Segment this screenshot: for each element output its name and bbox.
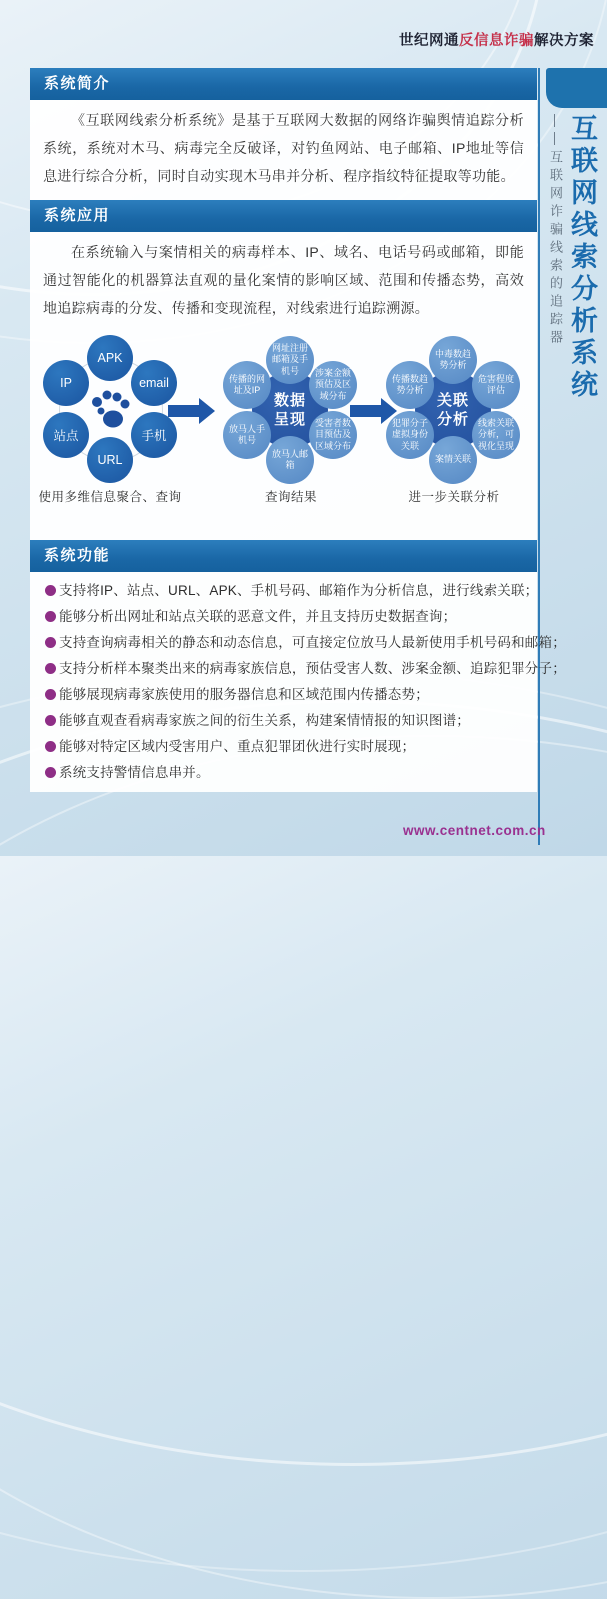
bullet-text: 系统支持警情信息串并。 xyxy=(59,765,210,780)
data-cluster-caption: 查询结果 xyxy=(264,490,317,504)
analysis-node: 危害程度评估 xyxy=(472,361,520,409)
bullet-dot-icon xyxy=(45,611,56,622)
bullet-dot-icon xyxy=(45,663,56,674)
list-item xyxy=(45,682,530,708)
data-presentation-center: 数据呈现 xyxy=(252,372,328,448)
cluster-dots-icon xyxy=(87,388,133,430)
sidebar-vertical-subtitle: ——互联网诈骗线索的追踪器 xyxy=(548,114,563,348)
analysis-node: 传播数趋势分析 xyxy=(386,361,434,409)
section-application-header: 系统应用 xyxy=(30,200,537,232)
list-item xyxy=(45,708,530,734)
footer-website-link[interactable]: www.centnet.com.cn xyxy=(403,823,546,838)
input-cluster xyxy=(35,335,185,485)
list-item xyxy=(45,630,566,656)
analysis-cluster-caption: 进一步关联分析 xyxy=(408,490,500,504)
background-swoosh xyxy=(0,735,607,1599)
input-cluster-caption: 使用多维信息聚合、查询 xyxy=(38,490,182,504)
bullet-text: 能够直观查看病毒家族之间的衍生关系，构建案情情报的知识图谱； xyxy=(59,713,470,728)
vertical-divider xyxy=(538,68,540,845)
bullet-dot-icon xyxy=(45,689,56,700)
node-url: URL xyxy=(87,437,133,483)
list-item xyxy=(45,604,530,630)
header-suffix: 解决方案 xyxy=(534,33,594,49)
section-functions-header: 系统功能 xyxy=(30,540,537,572)
page-header xyxy=(399,29,594,50)
analysis-node: 中毒数趋势分析 xyxy=(429,336,477,384)
association-analysis-cluster xyxy=(390,336,518,486)
bullet-text: 能够对特定区域内受害用户、重点犯罪团伙进行实时展现； xyxy=(59,739,416,754)
list-item xyxy=(45,760,530,786)
background-swoosh xyxy=(0,668,607,1572)
bullet-dot-icon xyxy=(45,585,56,596)
data-presentation-cluster xyxy=(227,336,355,486)
bullet-text: 支持将IP、站点、URL、APK、手机号码、邮箱作为分析信息，进行线索关联； xyxy=(59,583,539,598)
header-highlight: 反信息诈骗 xyxy=(459,33,534,49)
list-item xyxy=(45,578,539,604)
arrow-shaft xyxy=(168,405,199,417)
node-site: 站点 xyxy=(43,412,89,458)
bullet-dot-icon xyxy=(45,767,56,778)
list-item xyxy=(45,656,566,682)
intro-paragraph: 《互联网线索分析系统》是基于互联网大数据的网络诈骗舆情追踪分析系统，系统对木马、病毒完全反破译，对钓鱼网站、电子邮箱、IP地址等信息进行综合分析，同时自动实现木马串并分析、程序指纹特征提取等功能。 xyxy=(43,112,524,184)
arrow-head xyxy=(199,398,215,424)
application-paragraph: 在系统输入与案情相关的病毒样本、IP、域名、电话号码或邮箱，即能通过智能化的机器算法直观的量化案情的影响区域、范围和传播态势，高效地追踪病毒的分发、传播和变现流程，对线索进行追踪溯源。 xyxy=(43,244,524,316)
node-email: email xyxy=(131,360,177,406)
sidebar-tab-shape xyxy=(546,68,607,108)
analysis-node: 案情关联 xyxy=(429,436,477,484)
node-phone: 手机 xyxy=(131,412,177,458)
result-node: 放马人手机号 xyxy=(223,411,271,459)
result-node: 放马人邮箱 xyxy=(266,436,314,484)
bullet-text: 支持分析样本聚类出来的病毒家族信息，预估受害人数、涉案金额、追踪犯罪分子； xyxy=(59,661,566,676)
list-item xyxy=(45,734,530,760)
bullet-dot-icon xyxy=(45,637,56,648)
analysis-node: 犯罪分子虚拟身份关联 xyxy=(386,411,434,459)
node-ip: IP xyxy=(43,360,89,406)
bullet-text: 支持查询病毒相关的静态和动态信息，可直接定位放马人最新使用手机号码和邮箱； xyxy=(59,635,566,650)
bullet-dot-icon xyxy=(45,741,56,752)
result-node: 网址注册邮箱及手机号 xyxy=(266,336,314,384)
analysis-node: 线索关联分析，可视化呈现 xyxy=(472,411,520,459)
functions-bullet-list xyxy=(45,578,566,786)
node-apk: APK xyxy=(87,335,133,381)
bullet-dot-icon xyxy=(45,715,56,726)
background-swoosh xyxy=(0,700,607,1466)
bullet-text: 能够分析出网址和站点关联的恶意文件，并且支持历史数据查询； xyxy=(59,609,457,624)
section-intro-header: 系统简介 xyxy=(30,68,537,100)
result-node: 涉案金额预估及区域分布 xyxy=(309,361,357,409)
flow-arrow-1 xyxy=(168,398,215,424)
association-analysis-center: 关联分析 xyxy=(415,372,491,448)
result-node: 受害者数目预估及区域分布 xyxy=(309,411,357,459)
arrow-shaft xyxy=(350,405,381,417)
bullet-text: 能够展现病毒家族使用的服务器信息和区域范围内传播态势； xyxy=(59,687,429,702)
sidebar-vertical-title: 互联网线索分析系统 xyxy=(567,114,597,402)
result-node: 传播的网址及IP xyxy=(223,361,271,409)
header-brand: 世纪网通 xyxy=(399,33,459,49)
